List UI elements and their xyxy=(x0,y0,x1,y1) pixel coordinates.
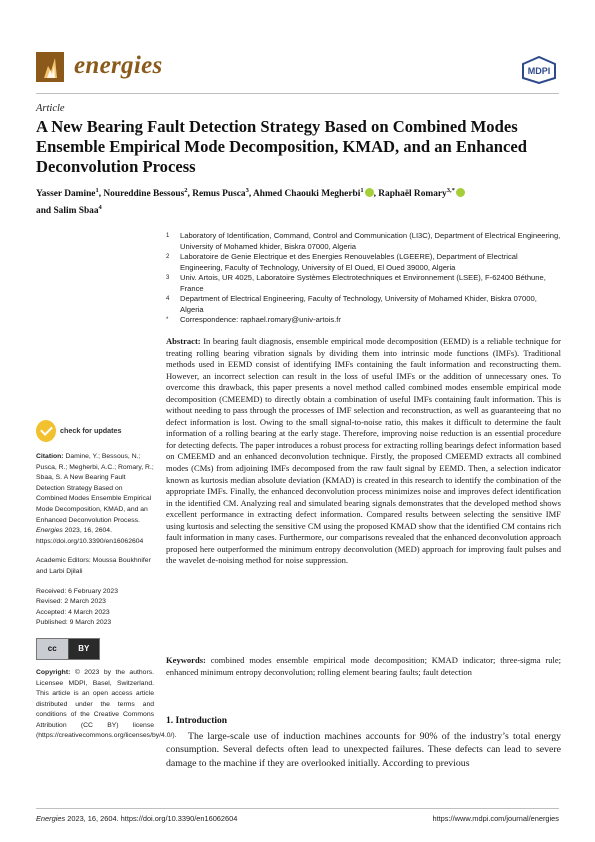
citation-text: Damine, Y.; Bessous, N.; Pusca, R.; Megherbi, A.C.; Romary, R.; Sbaa, S. A New Bearing Fault Detection Strategy Based on Combined Modes Ensemble Empirical Mode Decomposition, KMAD, and an Enhanced Deconvolution Process. xyxy=(36,453,154,524)
check-updates-label: check for updates xyxy=(60,426,122,435)
author-name[interactable]: Raphaël Romary xyxy=(378,189,447,200)
author-name[interactable]: Ahmed Chaouki Megherbi xyxy=(253,189,361,200)
citation-label: Citation: xyxy=(36,453,64,460)
header-divider xyxy=(36,93,559,94)
article-type: Article xyxy=(36,103,65,114)
author-affiliation-marker: 2 xyxy=(184,187,188,194)
citation-block xyxy=(36,452,154,547)
affiliation-text: Laboratory of Identification, Command, Control and Communication (LI3C), Department of Electrical Engineering, University of Mohamed khider, Biskra 07000, Algeria xyxy=(180,231,561,251)
affiliation-item xyxy=(166,273,561,294)
author-affiliation-marker: 1 xyxy=(360,187,364,194)
abstract xyxy=(166,336,561,567)
affiliation-text: Department of Electrical Engineering, Faculty of Technology, University of Mohamed Khider, Biskra 07000, Algeria xyxy=(180,294,537,314)
author-list xyxy=(36,184,566,218)
author-affiliation-marker: 3 xyxy=(245,187,249,194)
author-affiliation-marker: 3,* xyxy=(446,187,455,194)
date-revised: Revised: 2 March 2023 xyxy=(36,598,106,606)
academic-editors: Academic Editors: Moussa Boukhnifer and Larbi Djilali xyxy=(36,557,151,575)
author-name[interactable]: Noureddine Bessous xyxy=(103,189,185,200)
footer-journal: Energies xyxy=(36,814,66,823)
keywords-text: combined modes ensemble empirical mode decomposition; KMAD indicator; three-sigma rule; enhanced minimum entropy deconvolution; rolling element bearing faults; fault detection xyxy=(166,655,562,677)
affiliation-item xyxy=(166,315,561,326)
affiliation-item xyxy=(166,294,561,315)
energies-flame-logo-icon xyxy=(36,52,64,82)
svg-text:MDPI: MDPI xyxy=(527,66,551,76)
affiliation-number: 4 xyxy=(166,296,170,302)
copyright-notice xyxy=(36,668,177,742)
affiliations xyxy=(166,231,561,326)
publication-dates xyxy=(36,587,154,629)
footer-citation xyxy=(36,814,237,823)
affiliation-number: 3 xyxy=(166,275,170,281)
affiliation-text: Laboratoire de Genie Electrique et des Energies Renouvelables (LGEERE), Department of Electrical Engineering, Faculty of Technology, University of El Oued, El Oued 39000, Algeria xyxy=(180,252,518,272)
date-received: Received: 6 February 2023 xyxy=(36,587,118,595)
keywords-label: Keywords: xyxy=(166,655,206,665)
cc-by-license-icon[interactable] xyxy=(36,638,100,660)
footer-divider xyxy=(36,808,559,809)
author-name[interactable]: Yasser Damine xyxy=(36,189,96,200)
author-affiliation-marker: 4 xyxy=(98,204,102,212)
by-icon: BY xyxy=(69,639,100,659)
keywords xyxy=(166,655,561,678)
author-separator: , xyxy=(373,189,379,200)
affiliation-number: * xyxy=(166,317,169,323)
author-name[interactable]: Remus Pusca xyxy=(192,189,246,200)
author-and: and xyxy=(36,206,52,217)
citation-journal: Energies xyxy=(36,527,63,535)
check-for-updates-button[interactable] xyxy=(36,420,154,442)
cc-icon: cc xyxy=(37,639,69,659)
footer-doi[interactable]: 2023, 16, 2604. https://doi.org/10.3390/en16062604 xyxy=(67,814,238,823)
affiliation-item xyxy=(166,231,561,252)
copyright-text: © 2023 by the authors. Licensee MDPI, Basel, Switzerland. This article is an open access article distributed under the terms and conditions of the Creative Commons Attribution (CC BY) license (https://creativecommons.org/licenses/by/4.0/). xyxy=(36,668,177,740)
orcid-icon[interactable] xyxy=(365,188,374,197)
date-published: Published: 9 March 2023 xyxy=(36,619,112,627)
footer-journal-url[interactable]: https://www.mdpi.com/journal/energies xyxy=(432,814,559,823)
author-separator: , xyxy=(248,189,253,200)
affiliation-text: Univ. Artois, UR 4025, Laboratoire Systèmes Electrotechniques et Environnement (LSEE), F-62400 Béthune, France xyxy=(180,273,546,293)
mdpi-logo-icon[interactable] xyxy=(519,56,559,84)
sidebar xyxy=(36,420,177,751)
author-name[interactable]: Salim Sbaa xyxy=(53,206,99,217)
correspondence-email[interactable]: Correspondence: raphael.romary@univ-artois.fr xyxy=(180,315,341,324)
citation-doi[interactable]: 2023, 16, 2604. https://doi.org/10.3390/en16062604 xyxy=(36,527,144,545)
section-heading: 1. Introduction xyxy=(166,716,228,726)
journal-name[interactable]: energies xyxy=(74,52,163,79)
abstract-text: In bearing fault diagnosis, ensemble empirical mode decomposition (EEMD) is a reliable technique for treating rolling bearing vibration signals by dividing them into intrinsic mode functions (IMFs). Traditional methods used in EEMD consist of identifying IMFs containing the fault information and reconstructing them. However, an incorrect selection can result in the loss of useful IMFs or the addition of unnecessary ones. To overcome this drawback, this paper presents a novel method called combined modes ensemble empirical mode decomposition (CMEEMD) to directly obtain a combination of useful IMFs containing fault information. This is without needing to pass through the processes of IMF selection and reconstruction, as well as guaranteeing that no defect information is lost. Owing to the small signal-to-noise ratio, this makes it difficult to determine the fault information of a rolling bearing at the early stage. Therefore, improving noise reduction is an essential procedure for detecting defects. The paper introduces a robust process for extracting rolling bearings defect information based on CMEEMD and an enhanced deconvolution technique. Firstly, the proposed CMEEMD extracts all combined modes (CMs) from adjoining IMFs decomposed from the raw fault signal by EEMD. Then, a selection indicator known as kurtosis median absolute deviation (KMAD) is created in this research to identify the combination of the appropriate IMFs. Finally, the enhanced deconvolution process minimizes noise and improves defect identification in the identified CM. Analyzing real and simulated bearing signals demonstrates that the developed method shows excellent performance in extracting defect information. Compared results between selecting the sensitive IMF using kurtosis and selecting the sensitive CM using the proposed KMAD show that the identified CM contains rich fault information in many cases. Furthermore, our comparisons revealed that the enhanced deconvolution approach proposed here outperformed the minimum entropy deconvolution (MED) approach for improving fault pulses and the wavelet de-noising method for noise suppression. xyxy=(166,336,561,566)
journal-header xyxy=(36,52,559,88)
date-accepted: Accepted: 4 March 2023 xyxy=(36,608,110,616)
affiliation-number: 2 xyxy=(166,254,170,260)
abstract-label: Abstract: xyxy=(166,336,201,346)
section-body: The large-scale use of induction machines accounts for 90% of the industry’s total energy consumption. Several defects often lead to unexpected failures. These defects can lead to severe damage to the machine if they are overlooked initially. According to previous xyxy=(166,731,561,769)
author-separator: , xyxy=(98,189,104,200)
affiliation-number: 1 xyxy=(166,233,170,239)
orcid-icon[interactable] xyxy=(456,188,465,197)
affiliation-item xyxy=(166,252,561,273)
check-updates-icon xyxy=(36,420,56,442)
author-affiliation-marker: 1 xyxy=(95,187,99,194)
article-title: A New Bearing Fault Detection Strategy Based on Combined Modes Ensemble Empirical Mode Decomposition, KMAD, and an Enhanced Deconvolution Process xyxy=(36,117,527,176)
copyright-label: Copyright: xyxy=(36,668,71,676)
author-separator: , xyxy=(187,189,193,200)
